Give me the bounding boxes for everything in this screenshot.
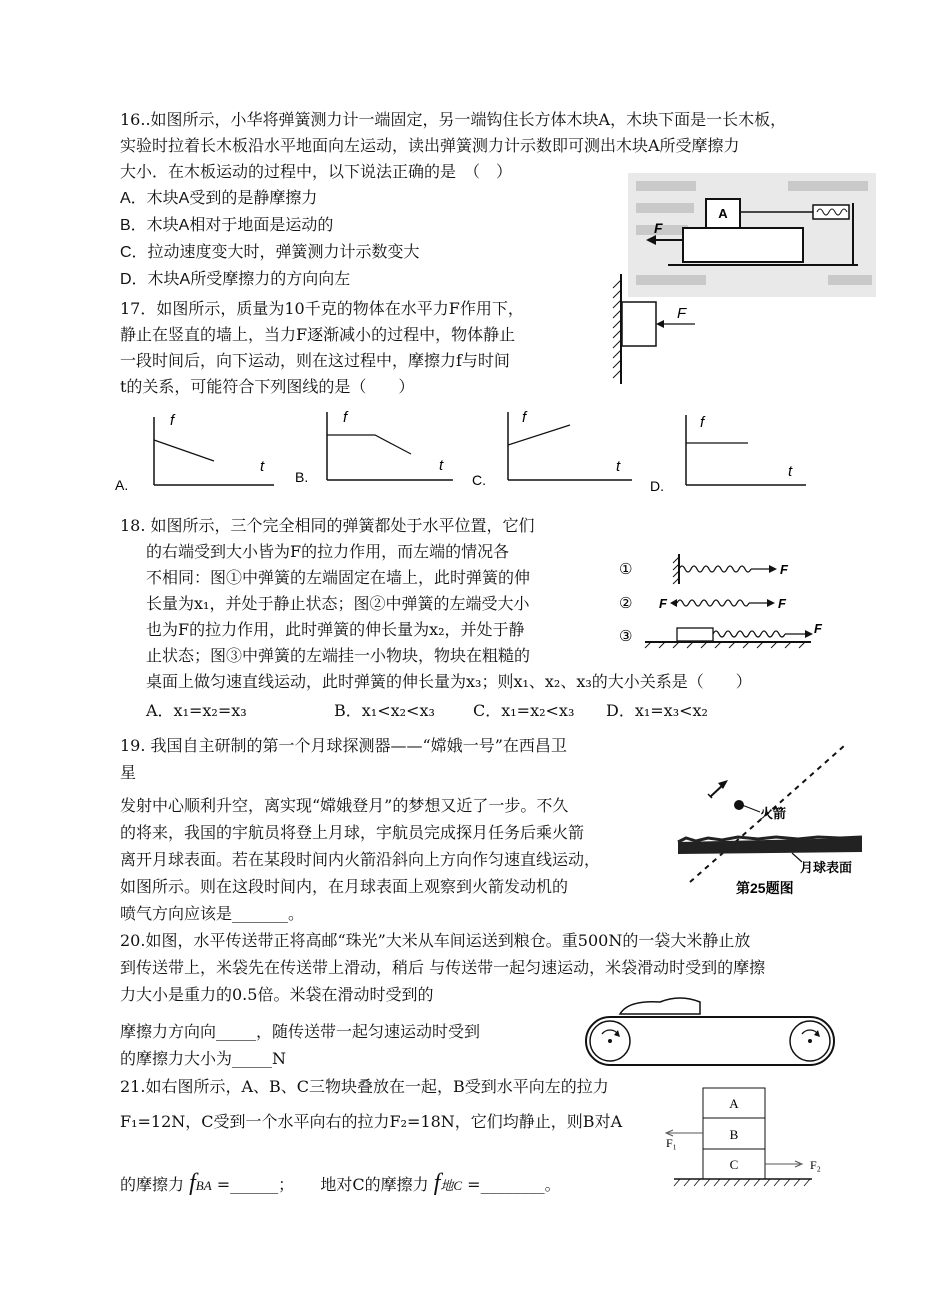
q19-caption: 第25题图 bbox=[736, 880, 794, 896]
q18-line: 止状态；图③中弹簧的左端挂一小物块，物块在粗糙的 bbox=[146, 646, 531, 665]
q18-figure bbox=[615, 548, 830, 653]
q19-line: 星 bbox=[120, 763, 137, 782]
q17-line: 静止在竖直的墙上，当力F逐渐减小的过程中，物体静止 bbox=[120, 325, 516, 344]
q19-line: 喷气方向应该是_______。 bbox=[120, 904, 305, 923]
q21-line: F₁=12N，C受到一个水平向右的拉力F₂=18N，它们均静止，则B对A bbox=[120, 1112, 623, 1131]
f-ground-c-symbol: f bbox=[433, 1170, 441, 1196]
q19-line: 发射中心顺利升空，离实现“嫦娥登月”的梦想又近了一步。不久 bbox=[120, 796, 569, 815]
q21-block-b: B bbox=[729, 1127, 739, 1142]
q17-graph-option: D. bbox=[650, 478, 664, 494]
q18-force-label: F bbox=[814, 621, 822, 636]
q17-figure bbox=[605, 272, 705, 387]
q19-surface-label: 月球表面 bbox=[800, 860, 853, 875]
q18-option-b: B．x₁<x₂<x₃ bbox=[334, 701, 435, 720]
q21-answer-part2: 地对C的摩擦力 bbox=[320, 1175, 429, 1194]
q18-line: 18. 如图所示，三个完全相同的弹簧都处于水平位置，它们 bbox=[120, 516, 535, 535]
q18-label-1: ① bbox=[619, 561, 633, 578]
q17-line: 一段时间后，向下运动，则在这过程中，摩擦力f与时间 bbox=[120, 351, 510, 370]
q18-line: 不相同：图①中弹簧的左端固定在墙上，此时弹簧的伸 bbox=[146, 568, 531, 587]
q19-rocket-label: 火箭 bbox=[760, 806, 787, 821]
q19-figure bbox=[672, 742, 872, 897]
q17-force-label: F bbox=[677, 305, 687, 322]
q21-figure bbox=[660, 1085, 845, 1195]
q18-force-label: F bbox=[778, 596, 786, 611]
q18-option-d: D．x₁=x₃<x₂ bbox=[606, 701, 708, 720]
q18-line: 长量为x₁，并处于静止状态；图②中弹簧的左端受大小 bbox=[146, 594, 530, 613]
q17-line: t的关系，可能符合下列图线的是（ ） bbox=[120, 377, 415, 396]
q21-blank-2[interactable]: =________。 bbox=[467, 1175, 561, 1194]
q18-force-label: F bbox=[659, 596, 667, 611]
q19-line: 的将来，我国的宇航员将登上月球，宇航员完成探月任务后乘火箭 bbox=[120, 823, 585, 842]
q18-line: 也为F的拉力作用，此时弹簧的伸长量为x₂，并处于静 bbox=[146, 620, 525, 639]
q16-force-label: F bbox=[654, 220, 663, 236]
q17-graph-a bbox=[112, 405, 282, 497]
q18-label-2: ② bbox=[619, 595, 633, 612]
q17-graph-y-label: f bbox=[343, 409, 348, 426]
rice-bag-icon bbox=[620, 998, 700, 1014]
q16-option-a: A．木块A受到的是静摩擦力 bbox=[120, 190, 318, 207]
q21-f1-label: F₁ bbox=[666, 1136, 677, 1150]
q20-line: 到传送带上，米袋先在传送带上滑动，稍后 与传送带一起匀速运动，米袋滑动时受到的摩擦 bbox=[120, 958, 766, 977]
q18-line: 桌面上做匀速直线运动，此时弹簧的伸长量为x₃；则x₁、x₂、x₃的大小关系是（ ） bbox=[146, 672, 752, 691]
q19-line: 离开月球表面。若在某段时间内火箭沿斜向上方向作匀速直线运动， bbox=[120, 850, 601, 869]
q16-block-label: A bbox=[718, 206, 728, 221]
q17-graph-y-label: f bbox=[170, 412, 175, 429]
q17-graph-option: A. bbox=[115, 477, 129, 493]
q17-graph-y-label: f bbox=[700, 414, 705, 431]
q20-line: 摩擦力方向向_____，随传送带一起匀速运动时受到 bbox=[120, 1022, 481, 1041]
q20-line: 20.如图，水平传送带正将高邮“珠光”大米从车间运送到粮仓。重500N的一袋大米静止放 bbox=[120, 931, 751, 950]
q18-force-label: F bbox=[780, 562, 788, 577]
q16-line: 实验时拉着长木板沿水平地面向左运动，读出弹簧测力计示数即可测出木块A所受摩擦力 bbox=[120, 136, 740, 155]
q20-line: 力大小是重力的0.5倍。米袋在滑动时受到的 bbox=[120, 985, 434, 1004]
q17-graph-b bbox=[293, 405, 463, 497]
q16-option-b: B．木块A相对于地面是运动的 bbox=[120, 217, 334, 234]
q21-answer-part1: 的摩擦力 bbox=[120, 1175, 185, 1194]
q16-option-d: D．木块A所受摩擦力的方向向左 bbox=[120, 271, 351, 288]
q21-blank-1[interactable]: =______； bbox=[216, 1175, 295, 1194]
q16-line: 大小．在木板运动的过程中，以下说法正确的是 （ ） bbox=[120, 162, 513, 181]
q17-graph-x-label: t bbox=[788, 463, 793, 480]
q17-graph-x-label: t bbox=[260, 458, 265, 475]
q21-answer-line bbox=[120, 1170, 561, 1199]
q17-graph-option: B. bbox=[295, 469, 309, 485]
q18-option-a: A．x₁=x₂=x₃ bbox=[146, 701, 247, 720]
q16-option-c: C．拉动速度变大时，弹簧测力计示数变大 bbox=[120, 244, 420, 261]
q17-graph-x-label: t bbox=[616, 458, 621, 475]
f-ba-symbol: f bbox=[189, 1170, 196, 1196]
q21-block-a: A bbox=[729, 1096, 739, 1111]
q17-line: 17．如图所示，质量为10千克的物体在水平力F作用下， bbox=[120, 299, 524, 318]
q17-graph-option: C. bbox=[472, 472, 486, 488]
q17-graph-y-label: f bbox=[522, 409, 527, 426]
q18-label-3: ③ bbox=[619, 628, 633, 645]
q21-f2-label: F₂ bbox=[810, 1158, 821, 1172]
q20-figure bbox=[580, 996, 842, 1068]
f-ground-c-subscript: 地C bbox=[440, 1178, 463, 1193]
q17-graph-x-label: t bbox=[439, 457, 444, 474]
q19-line: 如图所示。则在这段时间内，在月球表面上观察到火箭发动机的 bbox=[120, 877, 569, 896]
q16-line: 16..如图所示，小华将弹簧测力计一端固定，另一端钩住长方体木块A，木块下面是一长木板， bbox=[120, 110, 787, 129]
q20-line: 的摩擦力大小为_____N bbox=[120, 1049, 287, 1068]
q17-graph-d bbox=[648, 405, 818, 497]
q19-line: 19. 我国自主研制的第一个月球探测器——“嫦娥一号”在西昌卫 bbox=[120, 736, 567, 755]
q21-line: 21.如右图所示，A、B、C三物块叠放在一起，B受到水平向左的拉力 bbox=[120, 1077, 609, 1096]
q18-option-c: C．x₁=x₂<x₃ bbox=[473, 701, 575, 720]
q17-graph-c bbox=[470, 405, 640, 497]
f-ba-subscript: BA bbox=[195, 1178, 212, 1193]
q18-line: 的右端受到大小皆为F的拉力作用，而左端的情况各 bbox=[146, 542, 510, 561]
q21-block-c: C bbox=[729, 1157, 739, 1172]
